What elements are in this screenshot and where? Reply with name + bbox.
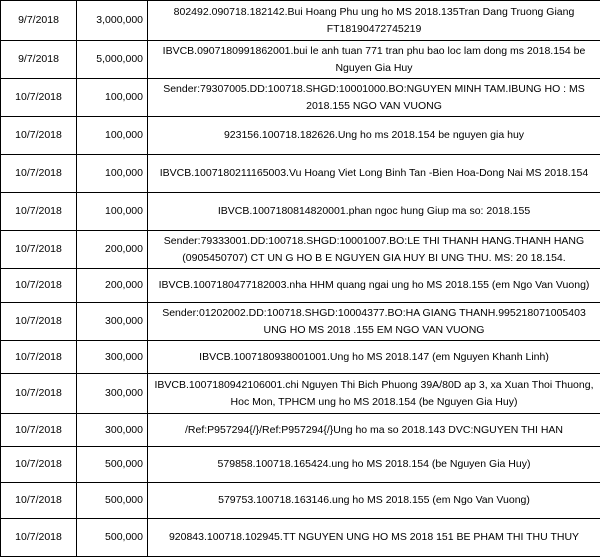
amount-cell: 300,000 <box>77 341 148 374</box>
table-row <box>1 303 600 341</box>
amount-cell: 500,000 <box>77 447 148 483</box>
date-cell: 10/7/2018 <box>1 79 77 117</box>
amount-cell: 5,000,000 <box>77 41 148 79</box>
description-cell: IBVCB.1007180477182003.nha HHM quang ngai ung ho MS 2018.155 (em Ngo Van Vuong) <box>148 269 600 303</box>
date-cell: 10/7/2018 <box>1 193 77 231</box>
description-cell: 802492.090718.182142.Bui Hoang Phu ung ho MS 2018.135Tran Dang Truong Giang FT18190472745219 <box>148 1 600 41</box>
table-row <box>1 269 600 303</box>
description-cell: 579753.100718.163146.ung ho MS 2018.155 (em Ngo Van Vuong) <box>148 483 600 519</box>
table-row <box>1 483 600 519</box>
amount-cell: 200,000 <box>77 231 148 269</box>
table-row <box>1 193 600 231</box>
table-row <box>1 41 600 79</box>
description-cell: /Ref:P957294{/}/Ref:P957294{/}Ung ho ma so 2018.143 DVC:NGUYEN THI HAN <box>148 414 600 447</box>
date-cell: 10/7/2018 <box>1 155 77 193</box>
description-cell: 920843.100718.102945.TT NGUYEN UNG HO MS 2018 151 BE PHAM THI THU THUY <box>148 519 600 557</box>
table-row <box>1 341 600 374</box>
date-cell: 10/7/2018 <box>1 341 77 374</box>
table-row <box>1 155 600 193</box>
description-cell: Sender:79307005.DD:100718.SHGD:10001000.BO:NGUYEN MINH TAM.IBUNG HO : MS 2018.155 NGO VAN VUONG <box>148 79 600 117</box>
table-row <box>1 519 600 557</box>
date-cell: 10/7/2018 <box>1 483 77 519</box>
amount-cell: 500,000 <box>77 483 148 519</box>
description-cell: Sender:01202002.DD:100718.SHGD:10004377.BO:HA GIANG THANH.995218071005403 UNG HO MS 2018 .155 EM NGO VAN VUONG <box>148 303 600 341</box>
date-cell: 10/7/2018 <box>1 374 77 414</box>
description-cell: IBVCB.1007180942106001.chi Nguyen Thi Bich Phuong 39A/80D ap 3, xa Xuan Thoi Thuong, Hoc Mon, TPHCM ung ho MS 2018.154 (be Nguyen Gia Huy) <box>148 374 600 414</box>
date-cell: 10/7/2018 <box>1 303 77 341</box>
table-row <box>1 79 600 117</box>
amount-cell: 300,000 <box>77 303 148 341</box>
donation-table-body <box>1 1 600 557</box>
description-cell: Sender:79333001.DD:100718.SHGD:10001007.BO:LE THI THANH HANG.THANH HANG (0905450707) CT UN G HO B E NGUYEN GIA HUY BI UNG THU. MS: 20 18.154. <box>148 231 600 269</box>
amount-cell: 100,000 <box>77 79 148 117</box>
table-row <box>1 414 600 447</box>
table-row <box>1 374 600 414</box>
date-cell: 9/7/2018 <box>1 1 77 41</box>
date-cell: 10/7/2018 <box>1 519 77 557</box>
amount-cell: 500,000 <box>77 519 148 557</box>
date-cell: 10/7/2018 <box>1 231 77 269</box>
description-cell: IBVCB.1007180814820001.phan ngoc hung Giup ma so: 2018.155 <box>148 193 600 231</box>
description-cell: IBVCB.1007180938001001.Ung ho MS 2018.147 (em Nguyen Khanh Linh) <box>148 341 600 374</box>
table-row <box>1 117 600 155</box>
amount-cell: 100,000 <box>77 155 148 193</box>
description-cell: 923156.100718.182626.Ung ho ms 2018.154 be nguyen gia huy <box>148 117 600 155</box>
amount-cell: 100,000 <box>77 193 148 231</box>
table-row <box>1 1 600 41</box>
description-cell: 579858.100718.165424.ung ho MS 2018.154 (be Nguyen Gia Huy) <box>148 447 600 483</box>
date-cell: 10/7/2018 <box>1 414 77 447</box>
table-row <box>1 231 600 269</box>
date-cell: 10/7/2018 <box>1 269 77 303</box>
description-cell: IBVCB.1007180211165003.Vu Hoang Viet Long Binh Tan -Bien Hoa-Dong Nai MS 2018.154 <box>148 155 600 193</box>
description-cell: IBVCB.0907180991862001.bui le anh tuan 771 tran phu bao loc lam dong ms 2018.154 be Nguyen Gia Huy <box>148 41 600 79</box>
amount-cell: 3,000,000 <box>77 1 148 41</box>
date-cell: 10/7/2018 <box>1 117 77 155</box>
table-row <box>1 447 600 483</box>
date-cell: 10/7/2018 <box>1 447 77 483</box>
amount-cell: 300,000 <box>77 374 148 414</box>
amount-cell: 100,000 <box>77 117 148 155</box>
amount-cell: 200,000 <box>77 269 148 303</box>
date-cell: 9/7/2018 <box>1 41 77 79</box>
amount-cell: 300,000 <box>77 414 148 447</box>
